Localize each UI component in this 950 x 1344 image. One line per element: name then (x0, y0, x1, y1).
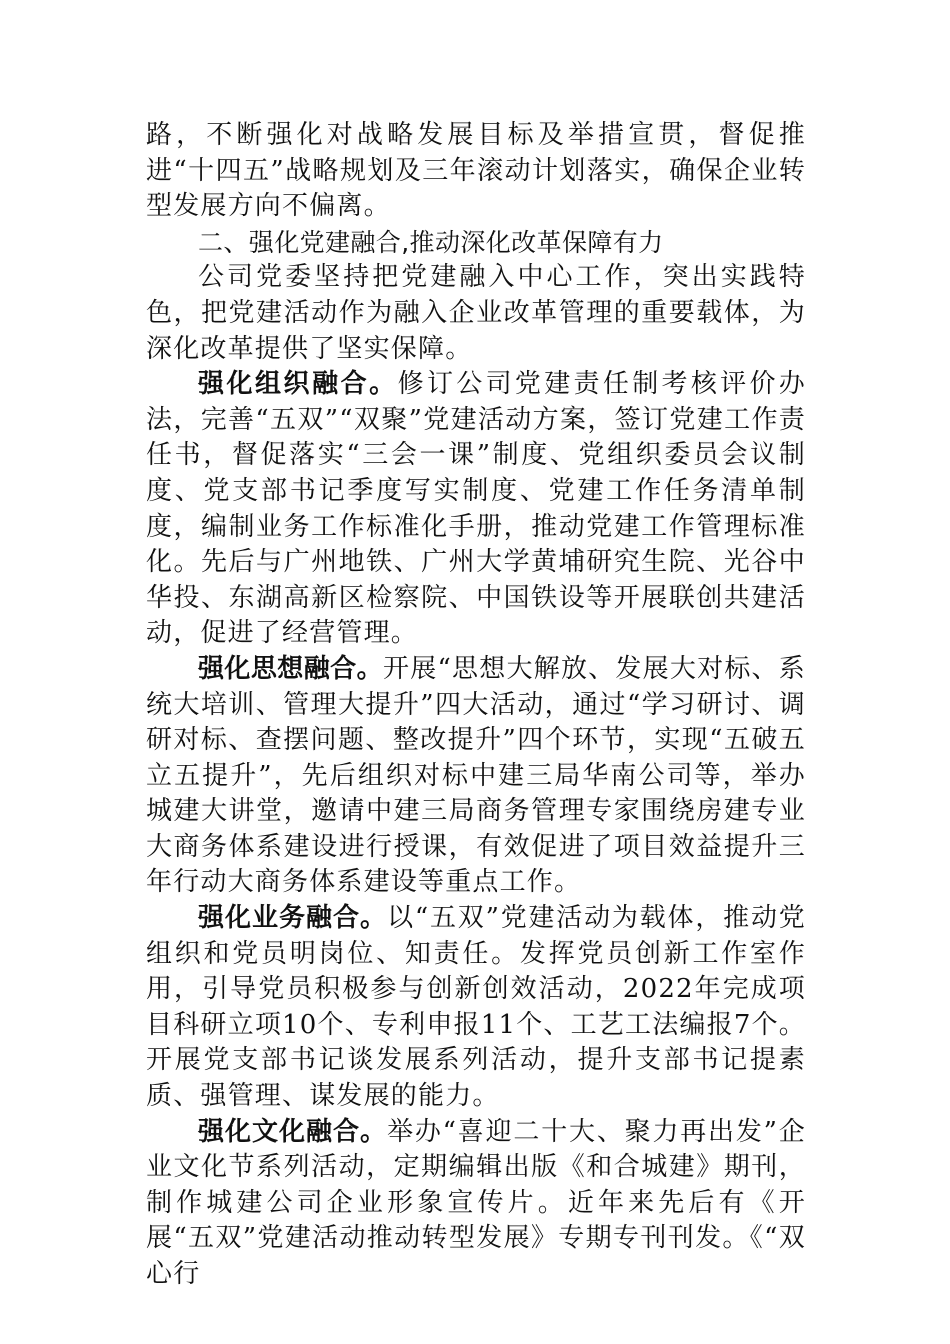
paragraph-lead: 强化文化融合。 (198, 1116, 388, 1147)
paragraph-text: 公司党委坚持把党建融入中心工作，突出实践特色，把党建活动作为融入企业改革管理的重要载体，为深化改革提供了坚实保障。 (146, 262, 806, 364)
paragraph-text: 举办“喜迎二十大、聚力再出发”企业文化节系列活动，定期编辑出版《和合城建》期刊，制作城建公司企业形象宣传片。近年来先后有《开展“五双”党建活动推动转型发展》专期专刊刊发。《“双心行 (146, 1116, 806, 1289)
paragraph-text: 以“五双”党建活动为载体，推动党组织和党员明岗位、知责任。发挥党员创新工作室作用，引导党员积极参与创新创效活动，2022年完成项目科研立项10个、专利申报11个、工艺工法编报7个。开展党支部书记谈发展系列活动，提升支部书记提素质、强管理、谋发展的能力。 (146, 903, 806, 1112)
paragraph-text: 修订公司党建责任制考核评价办法，完善“五双”“双聚”党建活动方案，签订党建工作责任书，督促落实“三会一课”制度、党组织委员会议制度、党支部书记季度写实制度、党建工作任务清单制度，编制业务工作标准化手册，推动党建工作管理标准化。先后与广州地铁、广州大学黄埔研究生院、光谷中华投、东湖高新区检察院、中国铁设等开展联创共建活动，促进了经营管理。 (146, 369, 806, 649)
business-paragraph (146, 901, 806, 1115)
paragraph-text: 开展“思想大解放、发展大对标、系统大培训、管理大提升”四大活动，通过“学习研讨、调研对标、查摆问题、整改提升”四个环节，实现“五破五立五提升”，先后组织对标中建三局华南公司等，举办城建大讲堂，邀请中建三局商务管理专家围绕房建专业大商务体系建设进行授课，有效促进了项目效益提升三年行动大商务体系建设等重点工作。 (146, 653, 806, 898)
continuation-paragraph (146, 118, 806, 225)
heading-text: 二、强化党建融合,推动深化改革保障有力 (198, 227, 664, 257)
paragraph-lead: 强化业务融合。 (198, 903, 388, 934)
organization-paragraph (146, 367, 806, 652)
document-page (146, 118, 806, 1293)
culture-paragraph (146, 1115, 806, 1293)
paragraph-lead: 强化思想融合。 (198, 653, 384, 684)
ideology-paragraph (146, 652, 806, 901)
section-heading (146, 225, 806, 261)
intro-paragraph (146, 260, 806, 367)
paragraph-text: 路，不断强化对战略发展目标及举措宣贯，督促推进“十四五”战略规划及三年滚动计划落实，确保企业转型发展方向不偏离。 (146, 120, 806, 222)
paragraph-lead: 强化组织融合。 (198, 369, 398, 400)
